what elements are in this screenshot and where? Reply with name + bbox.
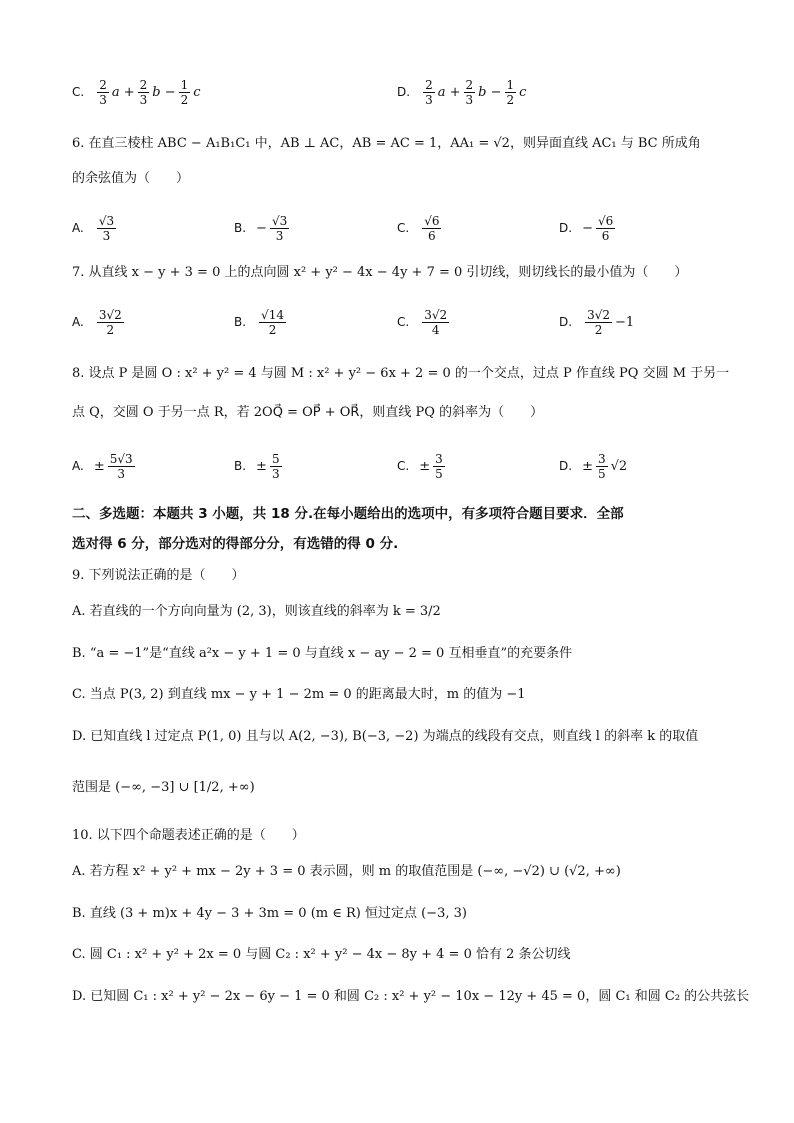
- q9-option-b: B. “a = −1”是“直线 a²x − y + 1 = 0 与直线 x − ay − 2 = 0 互相垂直”的充要条件: [72, 646, 573, 661]
- q6-stem-line1: 6. 在直三棱柱 ABC − A₁B₁C₁ 中，AB ⊥ AC，AB = AC = 1，AA₁ = √2，则异面直线 AC₁ 与 BC 所成角: [72, 136, 701, 151]
- q8-stem-line1: 8. 设点 P 是圆 O : x² + y² = 4 与圆 M : x² + y² − 6x + 2 = 0 的一个交点，过点 P 作直线 PQ 交圆 M 于另一: [72, 366, 730, 381]
- section2-heading-line1: 二、多选题：本题共 3 小题，共 18 分.在每小题给出的选项中，有多项符合题目要求．全部: [72, 506, 624, 522]
- q9-option-c: C. 当点 P(3, 2) 到直线 mx − y + 1 − 2m = 0 的距离最大时，m 的值为 −1: [72, 687, 526, 702]
- q6-option-b: B. − $\frac{√3}{3}$: [234, 213, 288, 243]
- q6-options: [72, 208, 732, 248]
- q6-option-c: C. $\frac{√6}{6}$: [397, 213, 440, 243]
- option-label: D.: [397, 85, 411, 99]
- q5-options: [72, 72, 732, 112]
- q9-stem: 9. 下列说法正确的是（ ）: [72, 568, 245, 583]
- q10-option-b: B. 直线 (3 + m)x + 4y − 3 + 3m = 0 (m ∈ R) 恒过定点 (−3, 3): [72, 906, 467, 921]
- q10-stem: 10. 以下四个命题表述正确的是（ ）: [72, 828, 305, 843]
- q10-option-c: C. 圆 C₁ : x² + y² + 2x = 0 与圆 C₂ : x² + y² − 4x − 8y + 4 = 0 恰有 2 条公切线: [72, 947, 571, 962]
- q8-option-a: A. ± $\frac{5√3}{3}$: [72, 451, 133, 481]
- q10-option-a: A. 若方程 x² + y² + mx − 2y + 3 = 0 表示圆，则 m 的取值范围是 (−∞, −√2) ∪ (√2, +∞): [72, 864, 621, 879]
- q7-option-c: C. $\frac{3√2}{4}$: [397, 307, 448, 337]
- q6-option-d: D. − $\frac{√6}{6}$: [559, 213, 614, 243]
- q7-stem: 7. 从直线 x − y + 3 = 0 上的点向圆 x² + y² − 4x − 4y + 7 = 0 引切线，则切线长的最小值为（ ）: [72, 265, 688, 280]
- q9-option-d-line2: 范围是 (−∞, −3] ∪ [1/2, +∞): [72, 780, 255, 795]
- q9-option-a: A. 若直线的一个方向向量为 (2, 3)，则该直线的斜率为 k = 3/2: [72, 604, 441, 619]
- q6-stem-line2: 的余弦值为（ ）: [72, 171, 190, 186]
- q8-option-d: D. ± $\frac{3}{5}$ √2: [559, 451, 628, 481]
- option-label: C.: [72, 85, 85, 99]
- q7-option-a: A. $\frac{3√2}{2}$: [72, 307, 122, 337]
- q9-option-d-line1: D. 已知直线 l 过定点 P(1, 0) 且与以 A(2, −3), B(−3, −2) 为端点的线段有交点，则直线 l 的斜率 k 的取值: [72, 729, 699, 744]
- q10-option-d: D. 已知圆 C₁ : x² + y² − 2x − 6y − 1 = 0 和圆 C₂ : x² + y² − 10x − 12y + 45 = 0，圆 C₁ 和圆 C₂ 的公共弦长: [72, 989, 750, 1004]
- q5-option-c: C. $\frac{2}{3}$ a + $\frac{2}{3}$ b − $\frac{1}{2}$ c: [72, 77, 201, 107]
- q8-option-b: B. ± $\frac{5}{3}$: [234, 451, 280, 481]
- q7-options: [72, 302, 732, 342]
- section2-heading-line2: 选对得 6 分，部分选对的得部分分，有选错的得 0 分.: [72, 536, 399, 552]
- q8-options: [72, 446, 732, 486]
- q7-option-b: B. $\frac{√14}{2}$: [234, 307, 284, 337]
- q7-option-d: D. $\frac{3√2}{2}$ −1: [559, 307, 635, 337]
- q6-option-a: A. $\frac{√3}{3}$: [72, 213, 115, 243]
- q8-option-c: C. ± $\frac{3}{5}$: [397, 451, 443, 481]
- q5-option-d: D. $\frac{2}{3}$ a + $\frac{2}{3}$ b − $\frac{1}{2}$ c: [397, 77, 527, 107]
- q8-stem-line2: 点 Q，交圆 O 于另一点 R，若 2OQ⃗ = OP⃗ + OR⃗，则直线 PQ 的斜率为（ ）: [72, 405, 544, 420]
